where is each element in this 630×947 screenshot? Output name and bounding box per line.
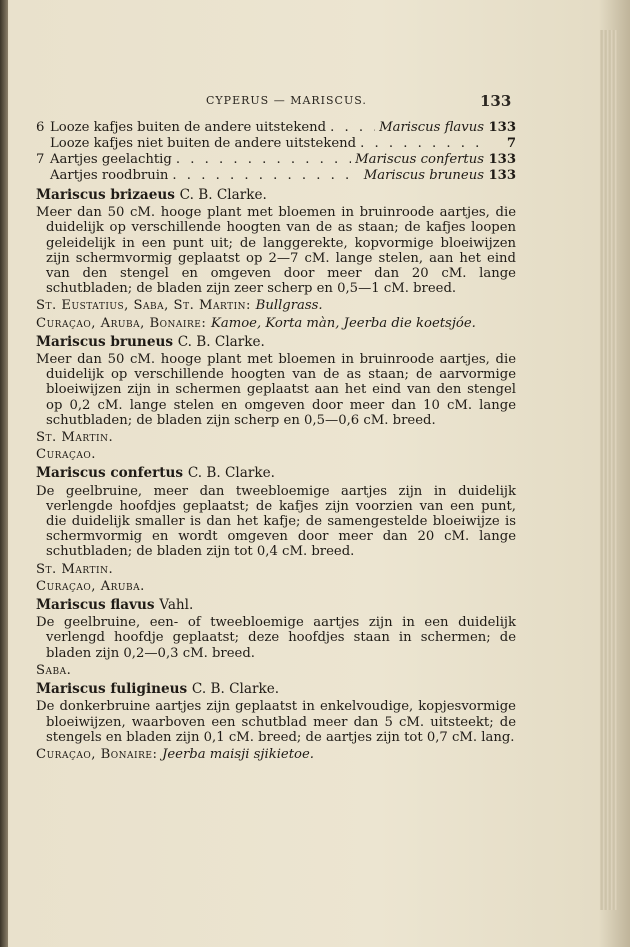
- species-heading: [36, 188, 516, 203]
- species-name: Mariscus flavus: [36, 597, 155, 614]
- key-label: Looze kafjes buiten de andere uitstekend: [50, 120, 327, 135]
- key-number: 7: [36, 152, 45, 167]
- locality-places: Saba.: [36, 662, 72, 678]
- locality-places: St. Eustatius, Saba, St. Martin:: [36, 298, 251, 314]
- key-page: 133: [488, 152, 516, 167]
- species-entry: [36, 335, 516, 463]
- species-heading: [36, 335, 516, 350]
- species-description: Meer dan 50 cM. hooge plant met bloemen in bruinroode aartjes, die duidelijk op verschillende hoogten van de as staan; de kafjes loopen geleidelijk in een punt uit; de langgerekte, kopvormige bloeiwijzen zijn schermvormig geplaatst op 2—7 cM. lange stelen, aan het eind van den stengel en omgeven door meer dan 20 cM. lange schutbladen; de bladen zijn zeer scherp en 0,5—1 cM. breed.: [36, 205, 516, 297]
- key-page: 133: [488, 120, 516, 135]
- leader-dots: [172, 168, 359, 183]
- locality-line: [36, 430, 516, 445]
- key-line: [36, 168, 516, 184]
- species-heading: [36, 466, 516, 481]
- key-target: Mariscus bruneus: [363, 168, 484, 183]
- key-target: Mariscus flavus: [379, 120, 484, 135]
- key-number: 6: [36, 120, 45, 135]
- species-description: De donkerbruine aartjes zijn geplaatst in enkelvoudige, kopjesvormige bloeiwijzen, waarboven een schutblad meer dan 5 cM. uitsteekt; de stengels en bladen zijn 0,1 cM. breed; de aartjes zijn tot 0,7 cM. lang.: [36, 699, 516, 745]
- vernacular-name: Jeerba maisji sjikietoe.: [162, 746, 314, 762]
- locality-line: [36, 579, 516, 594]
- key-page: 133: [488, 168, 516, 183]
- locality-line: [36, 447, 516, 462]
- identification-key: [36, 120, 516, 184]
- species-name: Mariscus confertus: [36, 465, 184, 482]
- key-line: [36, 152, 516, 168]
- species-description: De geelbruine, een- of tweebloemige aartjes zijn in een duidelijk verlengd hoofdje geplaatst; deze hoofdjes staan in schermen; de bladen zijn 0,2—0,3 cM. breed.: [36, 615, 516, 661]
- locality-places: Curaçao, Aruba, Bonaire:: [36, 315, 207, 331]
- key-label: Aartjes roodbruin: [50, 168, 169, 183]
- key-target: Mariscus confertus: [355, 152, 484, 167]
- leader-dots: [360, 136, 480, 151]
- running-title: CYPERUS — MARISCUS.: [206, 94, 367, 107]
- species-name: Mariscus fuligineus: [36, 681, 188, 698]
- locality-places: St. Martin.: [36, 430, 114, 446]
- locality-line: [36, 747, 516, 762]
- species-heading: [36, 598, 516, 613]
- species-author: C. B. Clarke.: [187, 465, 275, 482]
- species-heading: [36, 682, 516, 697]
- locality-places: St. Martin.: [36, 561, 114, 577]
- key-page: 7: [506, 136, 516, 151]
- locality-line: [36, 562, 516, 577]
- species-author: C. B. Clarke.: [177, 333, 265, 350]
- leader-dots: [330, 120, 375, 135]
- key-line: [36, 136, 516, 152]
- locality-places: Curaçao.: [36, 447, 96, 463]
- species-description: De geelbruine, meer dan tweebloemige aartjes zijn in duidelijk verlengde hoofdjes geplaatst; de kafjes zijn voorzien van een punt, die duidelijk smaller is dan het kafje; de samengestelde bloeiwijze is schermvormig en wordt omgeven door meer dan 20 cM. lange schutbladen; de bladen zijn tot 0,4 cM. breed.: [36, 483, 516, 560]
- species-name: Mariscus brizaeus: [36, 187, 175, 203]
- species-author: Vahl.: [159, 597, 194, 614]
- book-spine: [0, 0, 8, 947]
- species-author: C. B. Clarke.: [191, 681, 280, 698]
- locality-places: Curaçao, Bonaire:: [36, 746, 158, 762]
- page-edges: [600, 30, 618, 910]
- page-body: [36, 120, 516, 762]
- species-name: Mariscus bruneus: [36, 333, 173, 350]
- key-label: Looze kafjes niet buiten de andere uitstekend: [50, 136, 357, 151]
- locality-places: Curaçao, Aruba.: [36, 578, 145, 594]
- locality-line: [36, 298, 516, 313]
- vernacular-name: Kamoe, Korta màn, Jeerba die koetsjóe.: [210, 315, 476, 331]
- locality-line: [36, 663, 516, 678]
- species-entry: [36, 188, 516, 331]
- page-number: 133: [480, 92, 512, 110]
- key-label: Aartjes geelachtig: [50, 152, 172, 167]
- key-line: [36, 120, 516, 136]
- species-entry: [36, 466, 516, 594]
- leader-dots: [176, 152, 351, 167]
- species-entry: [36, 682, 516, 762]
- locality-line: [36, 316, 516, 331]
- vernacular-name: Bullgrass.: [255, 298, 323, 314]
- species-entry: [36, 598, 516, 678]
- species-description: Meer dan 50 cM. hooge plant met bloemen in bruinroode aartjes, die duidelijk op verschillende hoogten van de as staan; de aarvormige bloeiwijzen zijn in schermen geplaatst aan het eind van den stengel op 0,2 cM. lange stelen en omgeven door meer dan 10 cM. lange schutbladen; de bladen zijn scherp en 0,5—0,6 cM. breed.: [36, 352, 516, 428]
- species-author: C. B. Clarke.: [179, 187, 267, 203]
